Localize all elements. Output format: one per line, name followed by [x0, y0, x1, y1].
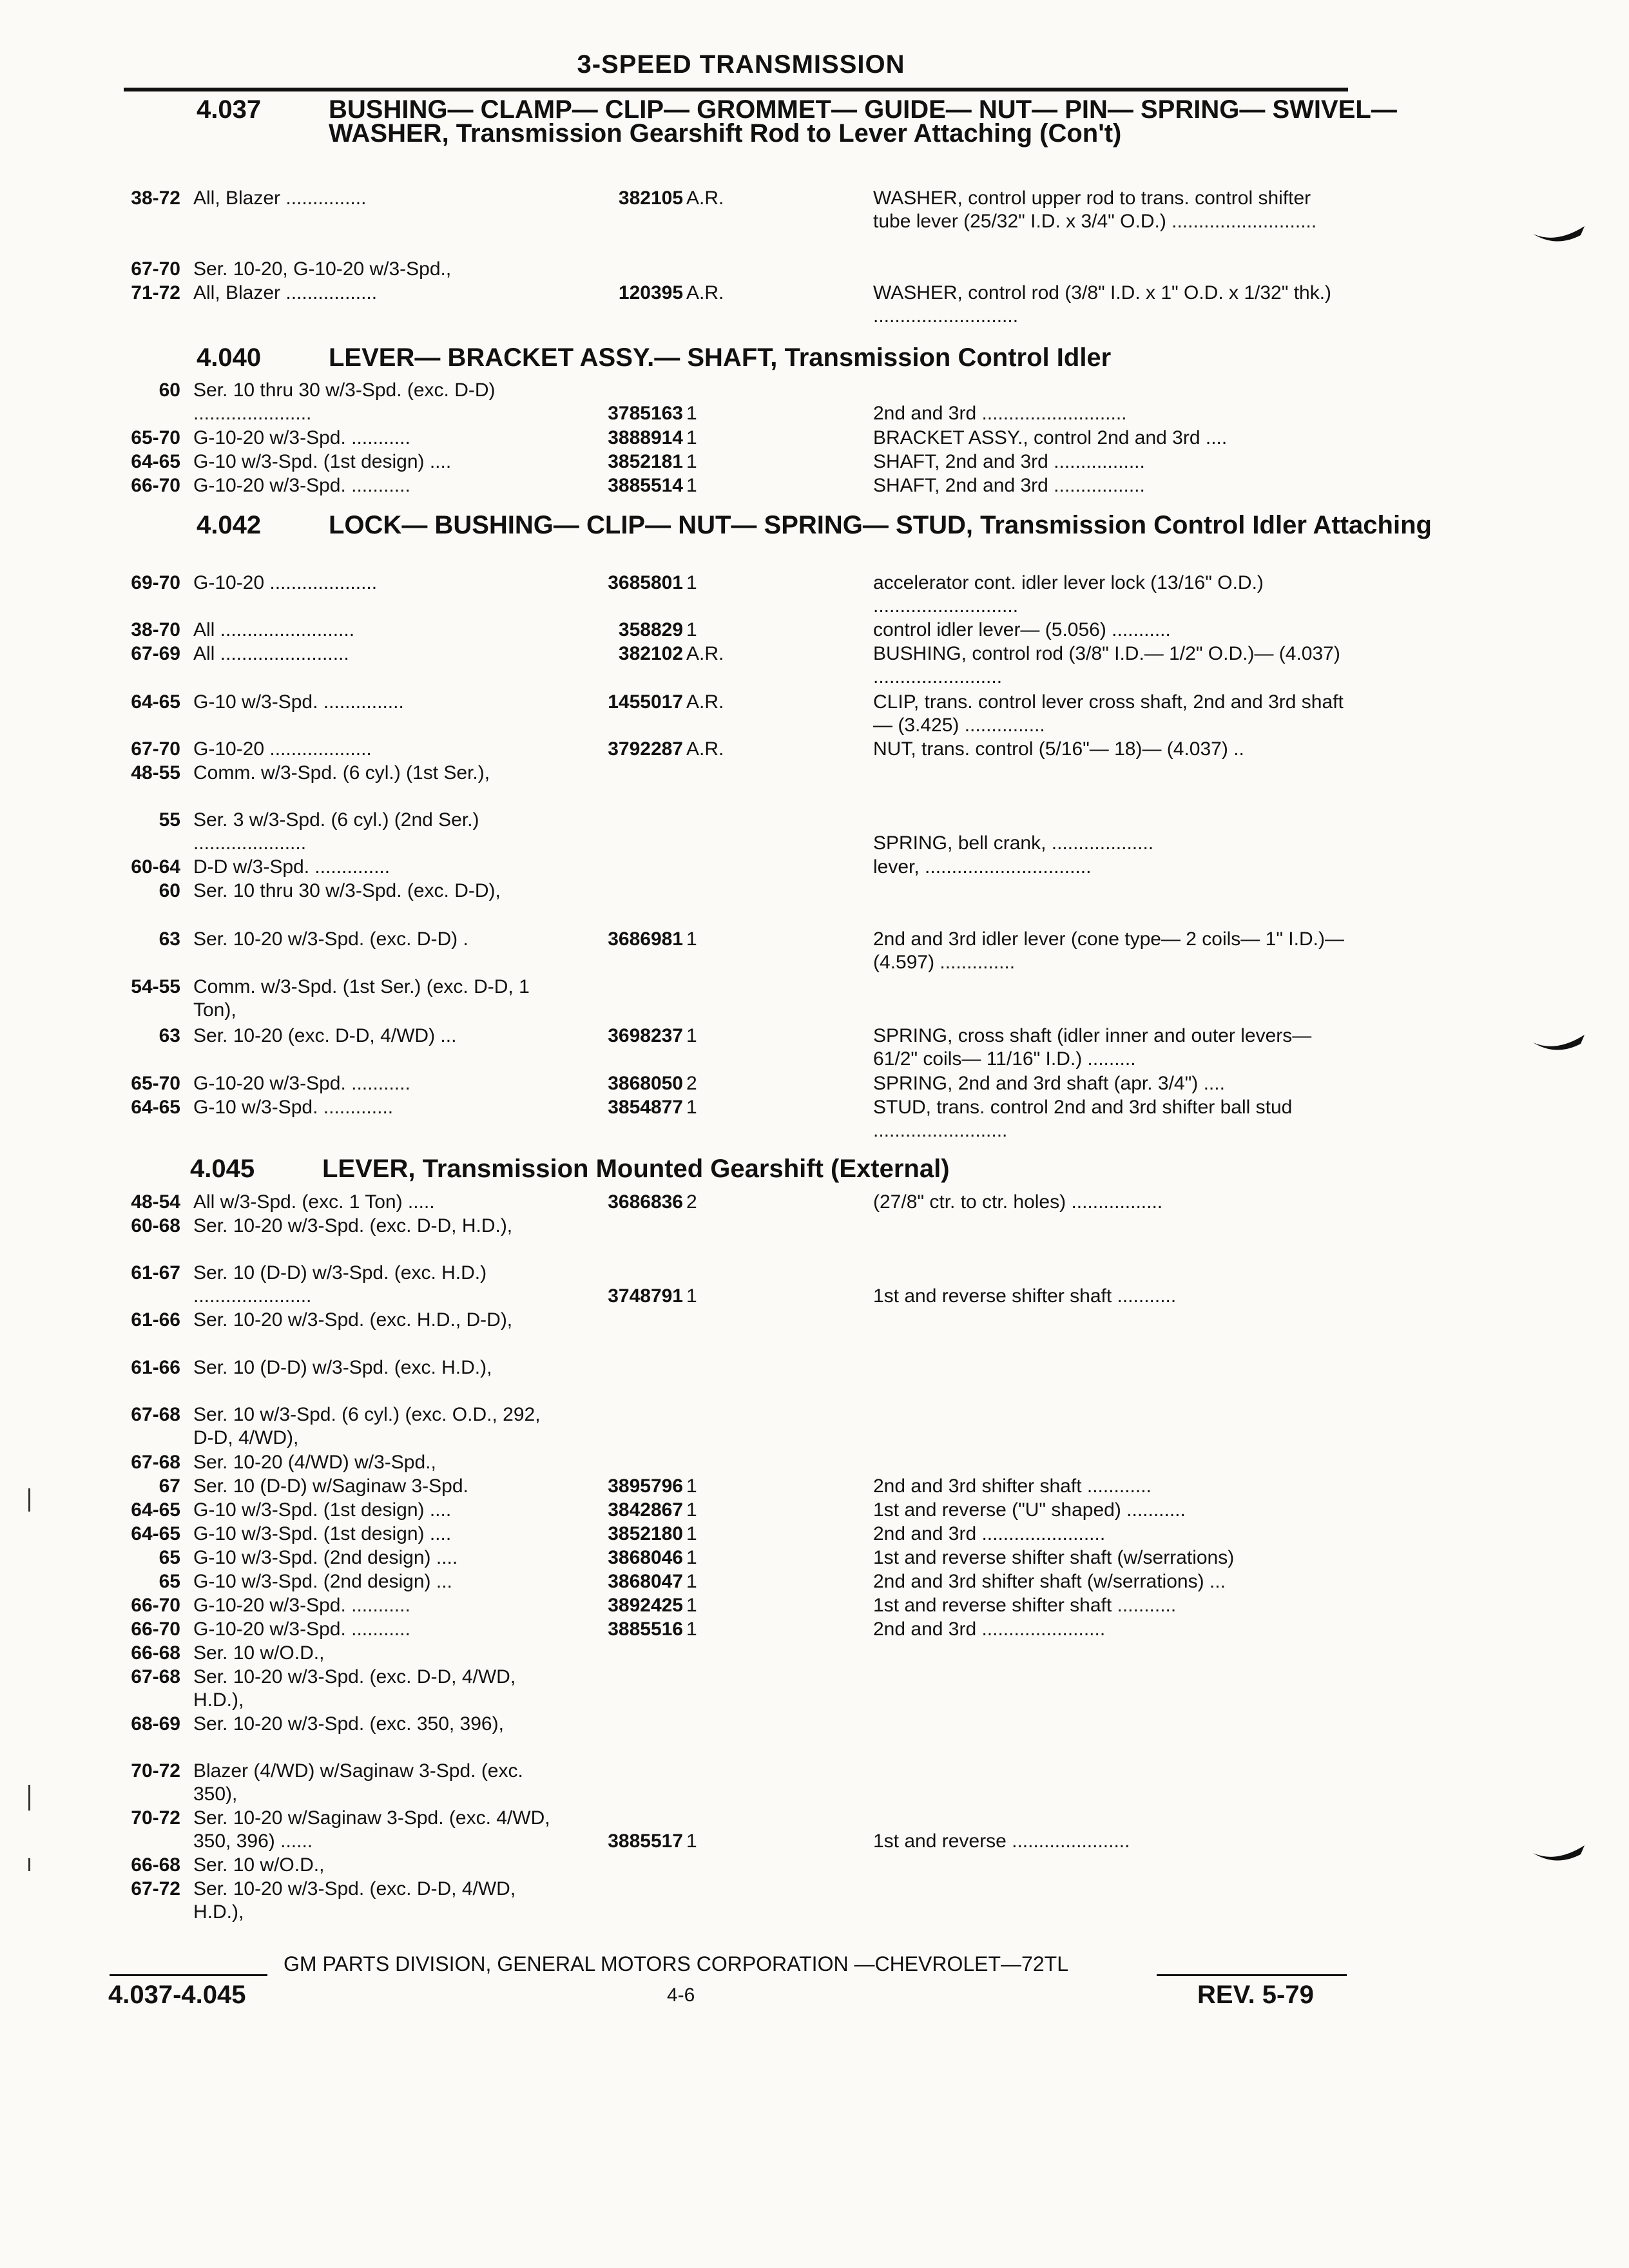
- model-years: 67-68: [131, 1666, 180, 1687]
- quantity: 1: [686, 1499, 697, 1521]
- part-number: 3852180: [608, 1523, 683, 1544]
- part-number: 3785163: [608, 403, 683, 424]
- quantity: A.R.: [686, 691, 724, 713]
- quantity: 1: [686, 1285, 697, 1307]
- model-years: 67-70: [131, 258, 180, 280]
- part-number: 3892425: [608, 1595, 683, 1616]
- section-number: 4.042: [197, 511, 262, 539]
- model-years: 67-68: [131, 1452, 180, 1473]
- part-number: 3792287: [608, 738, 683, 760]
- part-number: 1455017: [608, 691, 683, 713]
- quantity: A.R.: [686, 738, 724, 760]
- section-number: 4.037: [197, 95, 262, 124]
- part-number: 358829: [618, 619, 683, 640]
- application: Ser. 10 w/3-Spd. (6 cyl.) (exc. O.D., 292, D-D, 4/WD),: [193, 1404, 541, 1448]
- footer-section-range: 4.037-4.045: [108, 1981, 246, 2009]
- description: SPRING, bell crank, ...................: [873, 832, 1154, 854]
- part-number: 382102: [618, 643, 683, 664]
- quantity: 1: [686, 1619, 697, 1640]
- part-number: 3748791: [608, 1285, 683, 1307]
- footer-rule-left: [110, 1974, 267, 1976]
- description: 1st and reverse shifter shaft ...........: [873, 1595, 1177, 1616]
- application: Ser. 10 w/O.D.,: [193, 1854, 325, 1876]
- quantity: A.R.: [686, 282, 724, 303]
- section-number: 4.045: [190, 1155, 255, 1183]
- part-number: 3885514: [608, 475, 683, 496]
- description: 2nd and 3rd shifter shaft ............: [873, 1475, 1152, 1497]
- model-years: 70-72: [131, 1807, 180, 1829]
- section-title: LOCK— BUSHING— CLIP— NUT— SPRING— STUD, Transmission Control Idler Attaching: [329, 511, 1432, 539]
- margin-tick: [28, 1488, 30, 1512]
- application: G-10 w/3-Spd. (1st design) ....: [193, 451, 452, 472]
- quantity: 1: [686, 1595, 697, 1616]
- application: Ser. 10-20 w/3-Spd. (exc. D-D, 4/WD, H.D.),: [193, 1878, 516, 1923]
- part-number: 3885516: [608, 1619, 683, 1640]
- description: NUT, trans. control (5/16"— 18)— (4.037) ..: [873, 738, 1244, 760]
- application: G-10-20 ....................: [193, 572, 378, 593]
- description: 2nd and 3rd .......................: [873, 1619, 1106, 1640]
- description: 2nd and 3rd shifter shaft (w/serrations) ...: [873, 1571, 1226, 1592]
- footer-page-number: 4-6: [667, 1984, 695, 2006]
- description: lever, ...............................: [873, 856, 1092, 878]
- application: All .........................: [193, 619, 355, 640]
- description: SHAFT, 2nd and 3rd .................: [873, 451, 1145, 472]
- part-number: 3685801: [608, 572, 683, 593]
- model-years: 66-70: [131, 475, 180, 496]
- part-number: 3686981: [608, 928, 683, 950]
- description: 1st and reverse ......................: [873, 1831, 1130, 1852]
- application: Comm. w/3-Spd. (1st Ser.) (exc. D-D, 1 Ton),: [193, 976, 530, 1021]
- model-years: 38-70: [131, 619, 180, 640]
- model-years: 65-70: [131, 427, 180, 448]
- model-years: 60: [159, 380, 180, 401]
- model-years: 64-65: [131, 691, 180, 713]
- part-number: 3842867: [608, 1499, 683, 1521]
- part-number: 3885517: [608, 1831, 683, 1852]
- section-title: BUSHING— CLAMP— CLIP— GROMMET— GUIDE— NUT— PIN— SPRING— SWIVEL— WASHER, Transmission Gearshift Rod to Lever Attaching (Con't): [329, 95, 1397, 148]
- description: WASHER, control upper rod to trans. control shifter tube lever (25/32" I.D. x 3/4" O.D.) ...........................: [873, 187, 1317, 232]
- model-years: 65: [159, 1547, 180, 1568]
- application: G-10-20 ...................: [193, 738, 372, 760]
- model-years: 66-68: [131, 1642, 180, 1664]
- description: SPRING, cross shaft (idler inner and outer levers— 61/2" coils— 11/16" I.D.) .........: [873, 1025, 1312, 1070]
- quantity: 1: [686, 427, 697, 448]
- quantity: 1: [686, 1571, 697, 1592]
- description: 2nd and 3rd .......................: [873, 1523, 1106, 1544]
- description: SHAFT, 2nd and 3rd .................: [873, 475, 1145, 496]
- description: (27/8" ctr. to ctr. holes) .................: [873, 1191, 1163, 1213]
- application: Ser. 10-20 (4/WD) w/3-Spd.,: [193, 1452, 436, 1473]
- model-years: 60-68: [131, 1215, 180, 1236]
- model-years: 64-65: [131, 1499, 180, 1521]
- quantity: 1: [686, 475, 697, 496]
- description: 1st and reverse shifter shaft ...........: [873, 1285, 1177, 1307]
- quantity: 1: [686, 1097, 697, 1118]
- model-years: 60-64: [131, 856, 180, 878]
- quantity: 1: [686, 572, 697, 593]
- application: Ser. 10 (D-D) w/Saginaw 3-Spd.: [193, 1475, 468, 1497]
- application: Comm. w/3-Spd. (6 cyl.) (1st Ser.),: [193, 762, 490, 783]
- application: Ser. 10-20 w/3-Spd. (exc. H.D., D-D),: [193, 1309, 513, 1331]
- model-years: 48-55: [131, 762, 180, 783]
- application: Ser. 10-20 w/3-Spd. (exc. D-D, H.D.),: [193, 1215, 513, 1236]
- model-years: 64-65: [131, 1523, 180, 1544]
- margin-tick: [28, 1858, 30, 1871]
- model-years: 61-66: [131, 1357, 180, 1378]
- model-years: 69-70: [131, 572, 180, 593]
- quantity: 1: [686, 1025, 697, 1046]
- quantity: 2: [686, 1191, 697, 1213]
- binder-hole-mark: [1530, 1841, 1588, 1867]
- description: BRACKET ASSY., control 2nd and 3rd ....: [873, 427, 1228, 448]
- application: Blazer (4/WD) w/Saginaw 3-Spd. (exc. 350),: [193, 1760, 523, 1805]
- part-number: 3698237: [608, 1025, 683, 1046]
- model-years: 63: [159, 928, 180, 950]
- part-number: 3854877: [608, 1097, 683, 1118]
- quantity: 2: [686, 1073, 697, 1094]
- model-years: 68-69: [131, 1713, 180, 1735]
- part-number: 3895796: [608, 1475, 683, 1497]
- application: G-10 w/3-Spd. (2nd design) ...: [193, 1571, 452, 1592]
- model-years: 48-54: [131, 1191, 180, 1213]
- part-number: 3888914: [608, 427, 683, 448]
- part-number: 3868050: [608, 1073, 683, 1094]
- quantity: 1: [686, 451, 697, 472]
- quantity: 1: [686, 619, 697, 640]
- binder-hole-mark: [1530, 222, 1588, 248]
- model-years: 70-72: [131, 1760, 180, 1782]
- model-years: 71-72: [131, 282, 180, 303]
- model-years: 60: [159, 880, 180, 901]
- quantity: 1: [686, 928, 697, 950]
- model-years: 67-70: [131, 738, 180, 760]
- description: CLIP, trans. control lever cross shaft, 2nd and 3rd shaft— (3.425) ...............: [873, 691, 1344, 736]
- part-number: 382105: [618, 187, 683, 209]
- application: D-D w/3-Spd. ..............: [193, 856, 390, 878]
- header-rule: [124, 88, 1348, 91]
- application: G-10 w/3-Spd. (1st design) ....: [193, 1523, 452, 1544]
- description: 2nd and 3rd ...........................: [873, 403, 1127, 424]
- application: Ser. 3 w/3-Spd. (6 cyl.) (2nd Ser.) .....................: [193, 809, 479, 854]
- part-number: 120395: [618, 282, 683, 303]
- footer-rule-right: [1157, 1974, 1347, 1976]
- part-number: 3852181: [608, 451, 683, 472]
- application: All, Blazer .................: [193, 282, 378, 303]
- binder-hole-mark: [1530, 1031, 1588, 1057]
- application: G-10-20 w/3-Spd. ...........: [193, 1595, 410, 1616]
- model-years: 66-70: [131, 1619, 180, 1640]
- section-title: LEVER, Transmission Mounted Gearshift (External): [322, 1155, 950, 1183]
- model-years: 67: [159, 1475, 180, 1497]
- application: Ser. 10 w/O.D.,: [193, 1642, 325, 1664]
- application: G-10-20 w/3-Spd. ...........: [193, 475, 410, 496]
- model-years: 67-69: [131, 643, 180, 664]
- quantity: 1: [686, 1475, 697, 1497]
- model-years: 64-65: [131, 1097, 180, 1118]
- application: Ser. 10 (D-D) w/3-Spd. (exc. H.D.) ......................: [193, 1262, 487, 1307]
- application: G-10 w/3-Spd. (1st design) ....: [193, 1499, 452, 1521]
- description: STUD, trans. control 2nd and 3rd shifter ball stud .........................: [873, 1097, 1293, 1141]
- quantity: 1: [686, 1831, 697, 1852]
- description: 1st and reverse shifter shaft (w/serrations): [873, 1547, 1235, 1568]
- quantity: A.R.: [686, 643, 724, 664]
- description: SPRING, 2nd and 3rd shaft (apr. 3/4") ....: [873, 1073, 1225, 1094]
- model-years: 63: [159, 1025, 180, 1046]
- application: Ser. 10 (D-D) w/3-Spd. (exc. H.D.),: [193, 1357, 492, 1378]
- quantity: 1: [686, 1547, 697, 1568]
- model-years: 65: [159, 1571, 180, 1592]
- part-number: 3868047: [608, 1571, 683, 1592]
- model-years: 54-55: [131, 976, 180, 997]
- application: Ser. 10 thru 30 w/3-Spd. (exc. D-D),: [193, 880, 501, 901]
- part-number: 3686836: [608, 1191, 683, 1213]
- model-years: 65-70: [131, 1073, 180, 1094]
- application: All w/3-Spd. (exc. 1 Ton) .....: [193, 1191, 435, 1213]
- description: 1st and reverse ("U" shaped) ...........: [873, 1499, 1186, 1521]
- application: G-10 w/3-Spd. ...............: [193, 691, 404, 713]
- description: BUSHING, control rod (3/8" I.D.— 1/2" O.D.)— (4.037) ........................: [873, 643, 1340, 687]
- application: Ser. 10-20 w/3-Spd. (exc. 350, 396),: [193, 1713, 504, 1735]
- quantity: 1: [686, 1523, 697, 1544]
- description: accelerator cont. idler lever lock (13/16" O.D.) ...........................: [873, 572, 1264, 617]
- section-number: 4.040: [197, 343, 262, 372]
- footer-revision: REV. 5-79: [1197, 1981, 1314, 2009]
- description: control idler lever— (5.056) ...........: [873, 619, 1171, 640]
- application: G-10-20 w/3-Spd. ...........: [193, 427, 410, 448]
- part-number: 3868046: [608, 1547, 683, 1568]
- quantity: 1: [686, 403, 697, 424]
- model-years: 66-70: [131, 1595, 180, 1616]
- description: 2nd and 3rd idler lever (cone type— 2 coils— 1" I.D.)— (4.597) ..............: [873, 928, 1344, 973]
- model-years: 64-65: [131, 451, 180, 472]
- model-years: 61-66: [131, 1309, 180, 1331]
- application: Ser. 10-20 (exc. D-D, 4/WD) ...: [193, 1025, 457, 1046]
- application: Ser. 10-20, G-10-20 w/3-Spd.,: [193, 258, 452, 280]
- application: Ser. 10 thru 30 w/3-Spd. (exc. D-D) ......................: [193, 380, 496, 424]
- footer-publisher: GM PARTS DIVISION, GENERAL MOTORS CORPORATION —CHEVROLET—72TL: [284, 1952, 1068, 1975]
- application: G-10-20 w/3-Spd. ...........: [193, 1073, 410, 1094]
- model-years: 67-72: [131, 1878, 180, 1899]
- margin-tick: [28, 1785, 30, 1811]
- section-title: LEVER— BRACKET ASSY.— SHAFT, Transmission Control Idler: [329, 343, 1112, 372]
- model-years: 66-68: [131, 1854, 180, 1876]
- application: All, Blazer ...............: [193, 187, 367, 209]
- model-years: 67-68: [131, 1404, 180, 1425]
- application: G-10-20 w/3-Spd. ...........: [193, 1619, 410, 1640]
- description: WASHER, control rod (3/8" I.D. x 1" O.D. x 1/32" thk.) ...........................: [873, 282, 1332, 327]
- page-title: 3-SPEED TRANSMISSION: [577, 50, 905, 79]
- application: Ser. 10-20 w/Saginaw 3-Spd. (exc. 4/WD, 350, 396) ......: [193, 1807, 550, 1852]
- application: Ser. 10-20 w/3-Spd. (exc. D-D, 4/WD, H.D.),: [193, 1666, 516, 1711]
- application: G-10 w/3-Spd. (2nd design) ....: [193, 1547, 458, 1568]
- application: All ........................: [193, 643, 349, 664]
- model-years: 38-72: [131, 187, 180, 209]
- quantity: A.R.: [686, 187, 724, 209]
- application: Ser. 10-20 w/3-Spd. (exc. D-D) .: [193, 928, 468, 950]
- application: G-10 w/3-Spd. .............: [193, 1097, 394, 1118]
- model-years: 61-67: [131, 1262, 180, 1283]
- model-years: 55: [159, 809, 180, 831]
